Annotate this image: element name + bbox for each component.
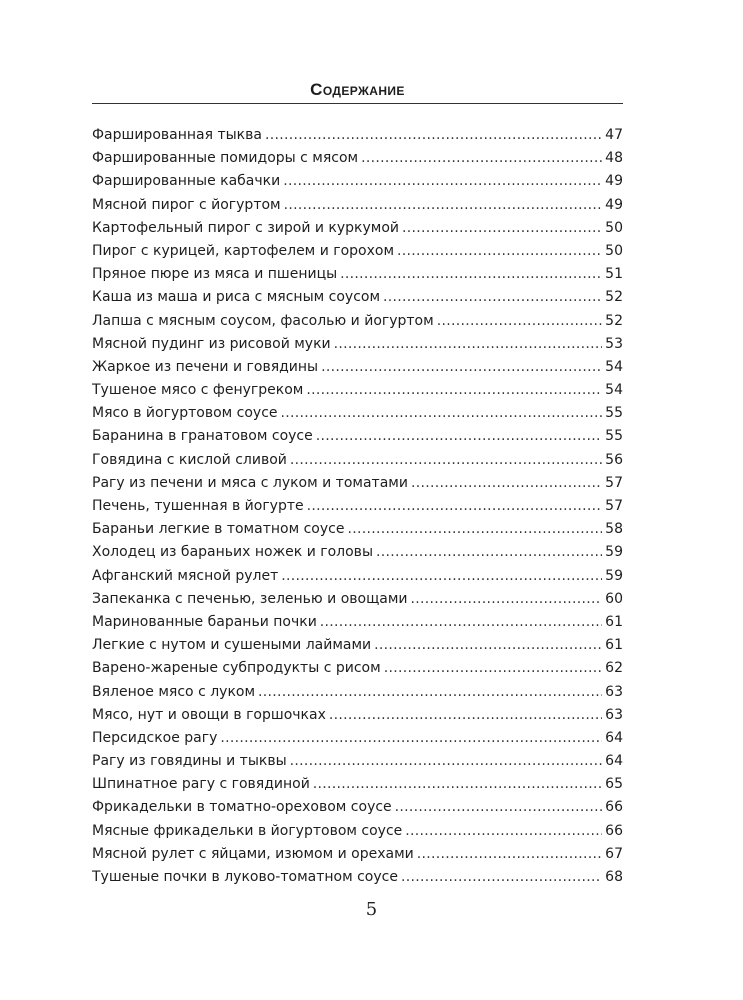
- toc-entry-title: Рагу из печени и мяса с луком и томатами: [92, 474, 408, 491]
- dot-leader: [258, 684, 602, 700]
- dot-leader: [313, 776, 602, 792]
- toc-entry: [92, 799, 623, 822]
- toc-entry: [92, 336, 623, 359]
- toc-entry-page: 65: [605, 776, 623, 793]
- toc-entry: [92, 197, 623, 220]
- toc-entry: [92, 684, 623, 707]
- toc-entry-title: Картофельный пирог с зирой и куркумой: [92, 219, 400, 236]
- toc-entry: [92, 173, 623, 196]
- toc-entry-title: Мясо, нут и овощи в горшочках: [92, 706, 326, 723]
- toc-entry: [92, 637, 623, 660]
- toc-entry-page: 52: [605, 289, 623, 306]
- dot-leader: [397, 243, 602, 259]
- dot-leader: [340, 266, 602, 282]
- dot-leader: [306, 382, 602, 398]
- toc-entry-title: Мясо в йогуртовом соусе: [92, 405, 278, 422]
- dot-leader: [329, 707, 602, 723]
- toc-entry-title: Рагу из говядины и тыквы: [92, 753, 287, 770]
- dot-leader: [347, 521, 602, 537]
- dot-leader: [401, 869, 602, 885]
- dot-leader: [316, 428, 602, 444]
- toc-entry-page: 58: [605, 521, 623, 538]
- toc-entry: [92, 243, 623, 266]
- dot-leader: [320, 614, 602, 630]
- page-number: 5: [365, 899, 378, 920]
- dot-leader: [411, 591, 603, 607]
- dot-leader: [383, 289, 602, 305]
- toc-entry-title: Мясной пирог с йогуртом: [92, 196, 281, 213]
- toc-entry-page: 52: [605, 312, 623, 329]
- toc-entry-page: 55: [605, 428, 623, 445]
- toc-entry-title: Мясные фрикадельки в йогуртовом соусе: [92, 822, 403, 839]
- toc-entry-title: Шпинатное рагу с говядиной: [92, 776, 310, 793]
- dot-leader: [283, 173, 602, 189]
- toc-entry: [92, 266, 623, 289]
- toc-entry: [92, 428, 623, 451]
- toc-entry-title: Фаршированная тыква: [92, 127, 262, 143]
- toc-entry: [92, 452, 623, 475]
- dot-leader: [395, 799, 603, 815]
- dot-leader: [220, 730, 602, 746]
- page-title: Содержание: [310, 80, 405, 99]
- toc-entry-page: 53: [605, 335, 623, 352]
- toc-entry: [92, 405, 623, 428]
- toc-entry-page: 54: [605, 382, 623, 399]
- toc-entry-title: Маринованные бараньи почки: [92, 613, 317, 630]
- toc-entry-page: 57: [605, 498, 623, 514]
- toc-entry: [92, 313, 623, 336]
- dot-leader: [361, 150, 602, 166]
- toc-entry: [92, 150, 623, 173]
- toc-entry-title: Фрикадельки в томатно-ореховом соусе: [92, 799, 392, 816]
- dot-leader: [437, 313, 602, 329]
- dot-leader: [411, 475, 602, 491]
- toc-entry-title: Баранина в гранатовом соусе: [92, 428, 313, 445]
- toc-entry-title: Мясной пудинг из рисовой муки: [92, 335, 331, 352]
- dot-leader: [402, 220, 602, 236]
- dot-leader: [281, 568, 602, 584]
- toc-entry-page: 64: [605, 729, 623, 746]
- toc-entry-page: 61: [605, 637, 623, 654]
- toc-entry-title: Жаркое из печени и говядины: [92, 358, 319, 375]
- toc-entry-page: 47: [605, 127, 623, 143]
- toc-entry-page: 64: [605, 753, 623, 770]
- toc-entry-page: 63: [605, 706, 623, 723]
- dot-leader: [405, 823, 602, 839]
- toc-entry: [92, 776, 623, 799]
- toc-entry-page: 50: [605, 219, 623, 236]
- toc-entry-page: 59: [605, 567, 623, 584]
- toc-entry: [92, 614, 623, 637]
- toc-entry-page: 68: [605, 869, 623, 885]
- toc-entry-page: 55: [605, 405, 623, 422]
- toc-entry: [92, 730, 623, 753]
- toc-entry-page: 48: [605, 150, 623, 167]
- toc-entry: [92, 869, 623, 892]
- page-header: [92, 80, 623, 100]
- toc-entry: [92, 359, 623, 382]
- toc-entry-title: Каша из маша и риса с мясным соусом: [92, 289, 381, 306]
- toc-entry-page: 49: [605, 173, 623, 190]
- toc-entry-title: Вяленое мясо с луком: [92, 683, 256, 700]
- toc-entry-title: Говядина с кислой сливой: [92, 451, 287, 468]
- toc-entry-title: Фаршированные кабачки: [92, 173, 281, 190]
- toc-entry-title: Персидское рагу: [92, 729, 218, 746]
- toc-entry-page: 66: [605, 822, 623, 839]
- toc-entry: [92, 220, 623, 243]
- toc-entry-page: 66: [605, 799, 623, 816]
- toc-entry-page: 62: [605, 660, 623, 677]
- toc-entry: [92, 544, 623, 567]
- dot-leader: [384, 660, 602, 676]
- dot-leader: [417, 846, 602, 862]
- toc-entry-title: Бараньи легкие в томатном соусе: [92, 521, 345, 538]
- toc-entry: [92, 753, 623, 776]
- dot-leader: [290, 753, 603, 769]
- toc-entry: [92, 660, 623, 683]
- toc-entry: [92, 127, 623, 150]
- toc-entry-page: 59: [605, 544, 623, 561]
- toc-entry: [92, 289, 623, 312]
- toc-entry-page: 60: [605, 590, 623, 607]
- table-of-contents: [92, 127, 623, 892]
- toc-entry-title: Запеканка с печенью, зеленью и овощами: [92, 590, 408, 607]
- toc-entry-title: Афганский мясной рулет: [92, 567, 279, 584]
- toc-entry: [92, 591, 623, 614]
- dot-leader: [281, 405, 603, 421]
- dot-leader: [284, 197, 603, 213]
- toc-entry-title: Пирог с курицей, картофелем и горохом: [92, 242, 395, 259]
- toc-entry: [92, 475, 623, 498]
- toc-entry-title: Тушеные почки в луково-томатном соусе: [92, 869, 398, 885]
- toc-entry-title: Холодец из бараньих ножек и головы: [92, 544, 373, 561]
- toc-entry-title: Мясной рулет с яйцами, изюмом и орехами: [92, 845, 414, 862]
- dot-leader: [334, 336, 603, 352]
- toc-entry-page: 54: [605, 358, 623, 375]
- dot-leader: [307, 498, 603, 514]
- toc-entry: [92, 568, 623, 591]
- toc-entry-page: 61: [605, 613, 623, 630]
- toc-entry: [92, 707, 623, 730]
- toc-entry-title: Пряное пюре из мяса и пшеницы: [92, 266, 338, 283]
- toc-entry: [92, 521, 623, 544]
- toc-entry-title: Фаршированные помидоры с мясом: [92, 150, 359, 167]
- toc-entry: [92, 382, 623, 405]
- toc-entry-page: 56: [605, 451, 623, 468]
- toc-entry-title: Тушеное мясо с фенугреком: [92, 382, 304, 399]
- dot-leader: [290, 452, 602, 468]
- toc-entry-title: Легкие с нутом и сушеными лаймами: [92, 637, 372, 654]
- toc-entry: [92, 823, 623, 846]
- dot-leader: [321, 359, 602, 375]
- toc-entry-title: Печень, тушенная в йогурте: [92, 498, 304, 514]
- dot-leader: [374, 637, 602, 653]
- toc-entry-page: 51: [605, 266, 623, 283]
- dot-leader: [376, 544, 602, 560]
- toc-entry-title: Варено-жареные субпродукты с рисом: [92, 660, 381, 677]
- dot-leader: [265, 127, 602, 143]
- toc-entry-page: 63: [605, 683, 623, 700]
- toc-entry-page: 57: [605, 474, 623, 491]
- toc-entry: [92, 846, 623, 869]
- toc-entry-page: 50: [605, 242, 623, 259]
- toc-entry: [92, 498, 623, 521]
- header-divider: [92, 103, 623, 104]
- toc-entry-title: Лапша с мясным соусом, фасолью и йогуртом: [92, 312, 434, 329]
- toc-entry-page: 49: [605, 196, 623, 213]
- toc-entry-page: 67: [605, 845, 623, 862]
